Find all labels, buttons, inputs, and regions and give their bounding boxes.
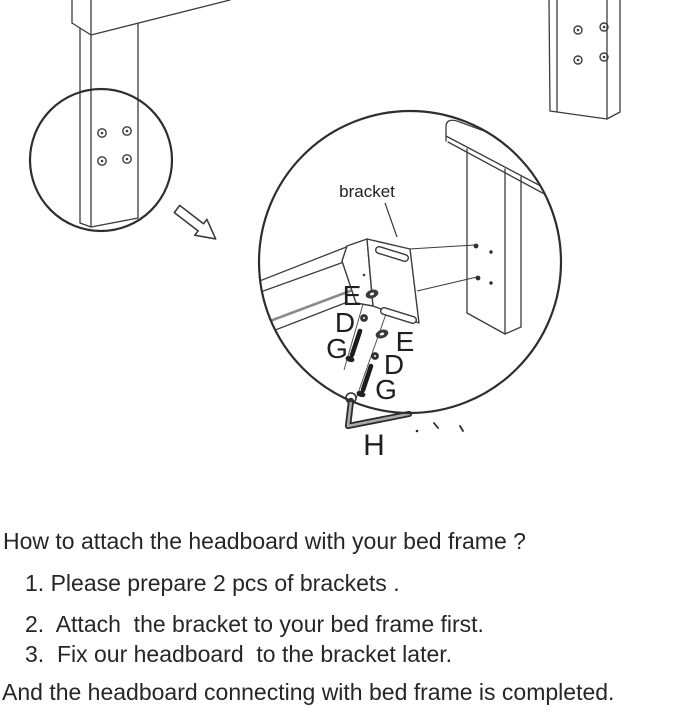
post-bolt-holes	[574, 23, 608, 64]
bolt-label-1: G	[326, 333, 348, 364]
washer-label-2: E	[395, 326, 415, 357]
nut-label-2: D	[383, 349, 405, 380]
small-magnifier-circle	[30, 89, 172, 231]
zoom-arrow-icon	[174, 205, 215, 239]
flange-dot	[363, 274, 366, 277]
allen-key-label: H	[363, 429, 385, 462]
bracket-callout-label: bracket	[339, 182, 395, 201]
detail-rail	[446, 120, 552, 197]
headboard-leg-drawing	[72, 0, 230, 227]
detail-post-holes	[474, 244, 493, 285]
instruction-step-1: 1. Please prepare 2 pcs of brackets .	[25, 570, 400, 596]
instruction-step-2: 2. Attach the bracket to your bed frame first.	[25, 611, 484, 637]
leg-bolt-holes	[98, 127, 131, 165]
instructions-heading: How to attach the headboard with your bed frame ?	[3, 528, 526, 554]
instruction-step-3: 3. Fix our headboard to the bracket later.	[25, 641, 453, 667]
bed-frame-post	[549, 0, 620, 119]
washer-label-1: E	[342, 280, 362, 311]
instructions-conclusion: And the headboard connecting with bed frame is completed.	[2, 679, 615, 705]
nut-label-1: D	[334, 307, 356, 338]
bracket-callout-line	[385, 203, 397, 237]
bolt-label-2: G	[375, 374, 397, 405]
